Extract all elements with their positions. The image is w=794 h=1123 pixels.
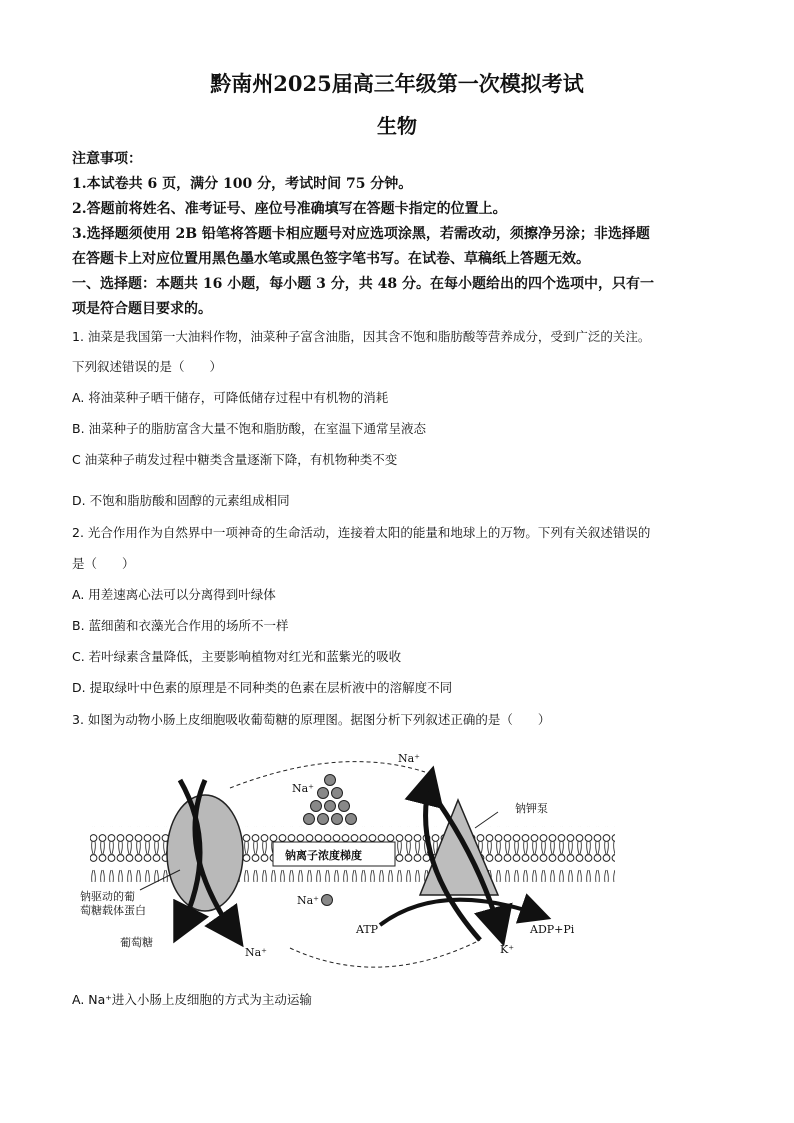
q2-option-d: D. 提取绿叶中色素的原理是不同种类的色素在层析液中的溶解度不同	[72, 680, 453, 695]
q3-stem: 3. 如图为动物小肠上皮细胞吸收葡萄糖的原理图。据图分析下列叙述正确的是（ ）	[72, 712, 551, 727]
q1-option-a: A. 将油菜种子晒干储存，可降低储存过程中有机物的消耗	[72, 390, 389, 405]
q1-option-b: B. 油菜种子的脂肪富含大量不饱和脂肪酸，在室温下通常呈液态	[72, 421, 427, 436]
label-carrier-line1: 钠驱动的葡	[80, 890, 135, 903]
q3-option-a: A. Na⁺进入小肠上皮细胞的方式为主动运输	[72, 992, 312, 1007]
label-na-mid: Na⁺	[297, 894, 319, 907]
label-na-top-right: Na⁺	[398, 752, 420, 765]
label-carrier-line2: 萄糖载体蛋白	[80, 904, 146, 917]
glucose-absorption-diagram	[80, 750, 620, 970]
q1-option-c: C 油菜种子萌发过程中糖类含量逐渐下降，有机物种类不变	[72, 452, 398, 467]
sodium-ion-single	[322, 895, 333, 906]
notice-item-3: 3.选择题须使用 2B 铅笔将答题卡相应题号对应选项涂黑，若需改动，须擦净另涂；非选择题	[72, 226, 650, 242]
glucose-carrier-protein	[167, 795, 243, 911]
q2-option-a: A. 用差速离心法可以分离得到叶绿体	[72, 587, 276, 602]
label-gradient: 钠离子浓度梯度	[285, 849, 362, 862]
notice-item-2: 2.答题前将姓名、准考证号、座位号准确填写在答题卡指定的位置上。	[72, 201, 507, 217]
label-pump: 钠钾泵	[515, 802, 548, 815]
cycle-dashed-bottom	[290, 940, 480, 967]
label-na-bottom: Na⁺	[245, 946, 267, 959]
q2-option-b: B. 蓝细菌和衣藻光合作用的场所不一样	[72, 618, 289, 633]
q1-option-d: D. 不饱和脂肪酸和固醇的元素组成相同	[72, 493, 290, 508]
notice-item-3-cont: 在答题卡上对应位置用黑色墨水笔或黑色签字笔书写。在试卷、草稿纸上答题无效。	[72, 251, 590, 267]
q2-stem-line1: 2. 光合作用作为自然界中一项神奇的生命活动，连接着太阳的能量和地球上的万物。下列有关叙述错误的	[72, 525, 651, 540]
q1-stem-line2: 下列叙述错误的是（ ）	[72, 359, 223, 374]
pump-label-leader	[475, 812, 498, 828]
section-heading-line2: 项是符合题目要求的。	[72, 301, 212, 317]
label-glucose: 葡萄糖	[120, 936, 153, 949]
q2-option-c: C. 若叶绿素含量降低，主要影响植物对红光和蓝紫光的吸收	[72, 649, 402, 664]
section-heading-line1: 一、选择题：本题共 16 小题，每小题 3 分，共 48 分。在每小题给出的四个选项中，只有一	[72, 276, 654, 292]
exam-title: 黔南州2025届高三年级第一次模拟考试	[210, 71, 584, 96]
notice-heading: 注意事项：	[72, 151, 142, 167]
q1-stem-line1: 1. 油菜是我国第一大油料作物，油菜种子富含油脂，因其含不饱和脂肪酸等营养成分，受到广泛的关注。	[72, 329, 651, 344]
q2-stem-line2: 是（ ）	[72, 556, 135, 571]
label-na-cluster: Na⁺	[292, 782, 314, 795]
notice-item-1: 1.本试卷共 6 页，满分 100 分，考试时间 75 分钟。	[72, 176, 413, 192]
label-adp-pi: ADP+Pi	[530, 923, 575, 936]
exam-subject: 生物	[377, 114, 417, 138]
label-potassium: K⁺	[500, 943, 515, 956]
label-atp: ATP	[356, 923, 379, 936]
